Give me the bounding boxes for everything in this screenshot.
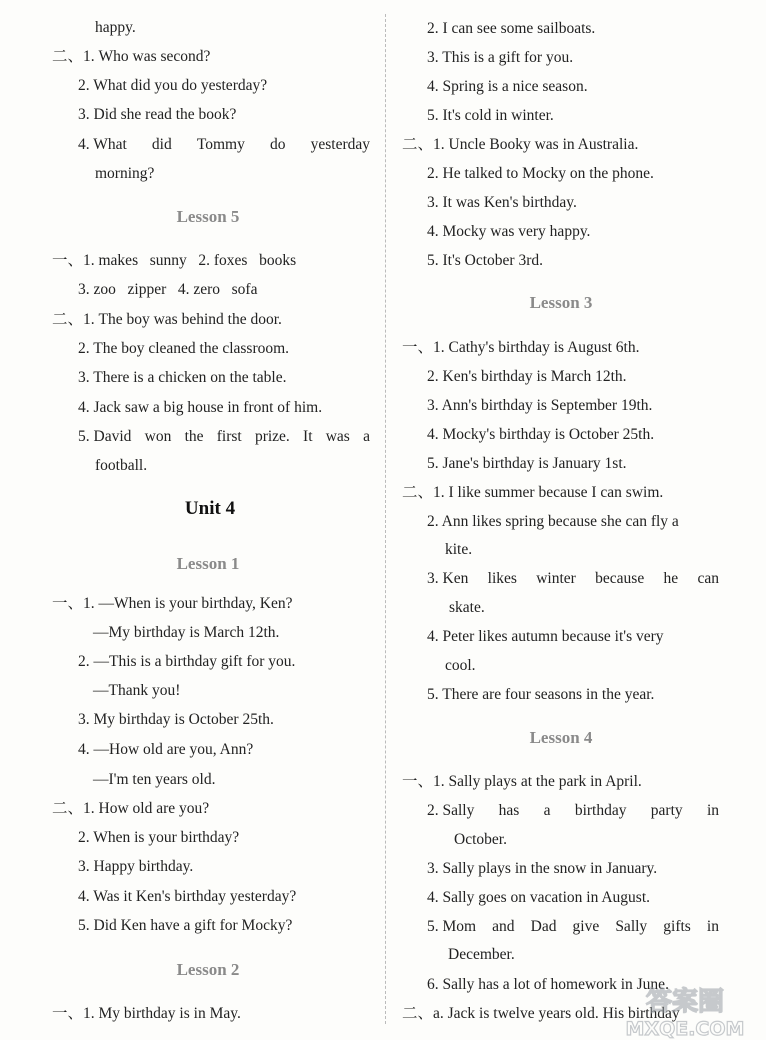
answer-line: 2. When is your birthday? [78, 829, 240, 846]
word: a [363, 428, 370, 445]
word: 4. What [78, 136, 127, 153]
answer-line: 二、1. How old are you? [52, 800, 210, 817]
answer-line: 4. —How old are you, Ann? [78, 741, 254, 758]
word: prize. [254, 428, 290, 445]
answer-line-justified [427, 569, 719, 589]
answer-line: 二、1. I like summer because I can swim. [402, 484, 664, 501]
unit-heading: Unit 4 [184, 498, 236, 519]
word: and [492, 918, 515, 935]
answer-line: 6. Sally has a lot of homework in June. [427, 976, 669, 993]
answer-line: 二、1. Who was second? [52, 48, 211, 65]
answer-line: December. [448, 946, 515, 963]
answer-line: 一、1. —When is your birthday, Ken? [52, 595, 293, 612]
answer-line-justified [427, 917, 719, 937]
word: can [697, 570, 719, 587]
answer-line: 4. Mocky was very happy. [427, 223, 591, 240]
answer-line: kite. [445, 541, 473, 558]
word: It [303, 428, 313, 445]
answer-line: 3. It was Ken's birthday. [427, 194, 577, 211]
watermark-text: 答案圈 [645, 987, 725, 1017]
word: Sally [615, 918, 648, 935]
answer-line: 2. Ann likes spring because she can fly a [427, 513, 679, 530]
answer-line: 2. I can see some sailboats. [427, 20, 596, 37]
answer-line: 4. Spring is a nice season. [427, 78, 588, 95]
word: in [706, 918, 719, 935]
word: 5. David [78, 428, 132, 445]
word: 5. Mom [427, 918, 477, 935]
answer-line: 2. What did you do yesterday? [78, 77, 268, 94]
answer-line: 4. Peter likes autumn because it's very [427, 628, 664, 645]
answer-line-justified [78, 135, 370, 155]
answer-line: 3. Ann's birthday is September 19th. [427, 397, 653, 414]
answer-line: skate. [449, 599, 485, 616]
answer-line: 一、1. Cathy's birthday is August 6th. [402, 339, 640, 356]
answer-line: 4. Sally goes on vacation in August. [427, 889, 651, 906]
word: did [151, 136, 172, 153]
answer-line: 3. Did she read the book? [78, 106, 237, 123]
watermark-subtext: MXQE.COM [625, 1018, 745, 1040]
answer-line: 3. My birthday is October 25th. [78, 711, 274, 728]
word: Tommy [196, 136, 245, 153]
word: won [144, 428, 172, 445]
word: party [650, 802, 683, 819]
answer-line: 4. Was it Ken's birthday yesterday? [78, 888, 297, 905]
word: gifts [663, 918, 691, 935]
answer-line: cool. [445, 657, 476, 674]
lesson-heading: Lesson 2 [176, 960, 240, 979]
word: because [595, 570, 645, 587]
word: 3. Ken [427, 570, 469, 587]
answer-line: —Thank you! [93, 682, 181, 699]
word: winter [536, 570, 576, 587]
word: has [498, 802, 520, 819]
word: was [325, 428, 350, 445]
answer-line: 4. Jack saw a big house in front of him. [78, 399, 323, 416]
answer-line: 一、1. makes sunny 2. foxes books [52, 252, 297, 269]
answer-line-justified [427, 801, 719, 821]
word: 2. Sally [427, 802, 475, 819]
answer-line: —I'm ten years old. [93, 771, 216, 788]
answer-line: 2. The boy cleaned the classroom. [78, 340, 290, 357]
answer-line: 3. Happy birthday. [78, 858, 194, 875]
answer-line: 5. Jane's birthday is January 1st. [427, 455, 627, 472]
answer-line: 2. —This is a birthday gift for you. [78, 653, 296, 670]
answer-line: 3. There is a chicken on the table. [78, 369, 287, 386]
answer-line: 2. Ken's birthday is March 12th. [427, 368, 627, 385]
answer-line: —My birthday is March 12th. [93, 624, 280, 641]
answer-line: 2. He talked to Mocky on the phone. [427, 165, 654, 182]
word: he [663, 570, 679, 587]
word: a [543, 802, 551, 819]
answer-line: 5. There are four seasons in the year. [427, 686, 655, 703]
answer-line: happy. [95, 19, 136, 36]
answer-line: October. [454, 831, 507, 848]
answer-line-justified [78, 427, 370, 447]
answer-line: 3. zoo zipper 4. zero sofa [78, 281, 258, 298]
answer-line: 3. Sally plays in the snow in January. [427, 860, 658, 877]
answer-line: 二、1. The boy was behind the door. [52, 311, 282, 328]
answer-line: 4. Mocky's birthday is October 25th. [427, 426, 655, 443]
answer-line: 3. This is a gift for you. [427, 49, 574, 66]
answer-line: 二、1. Uncle Booky was in Australia. [402, 136, 639, 153]
lesson-heading: Lesson 3 [529, 293, 593, 312]
word: first [216, 428, 242, 445]
word: do [269, 136, 286, 153]
answer-line: 5. It's cold in winter. [427, 107, 554, 124]
lesson-heading: Lesson 4 [529, 728, 593, 747]
word: yesterday [310, 136, 370, 153]
word: likes [487, 570, 517, 587]
answer-line: 一、1. Sally plays at the park in April. [402, 773, 642, 790]
word: in [706, 802, 719, 819]
lesson-heading: Lesson 1 [176, 554, 240, 573]
answer-line: 一、1. My birthday is in May. [52, 1005, 241, 1022]
answer-line: football. [95, 457, 148, 474]
watermark-logo [610, 980, 760, 1040]
word: Dad [530, 918, 557, 935]
answer-line: 5. Did Ken have a gift for Mocky? [78, 917, 293, 934]
word: give [572, 918, 600, 935]
word: birthday [574, 802, 627, 819]
word: the [184, 428, 204, 445]
answer-line: 5. It's October 3rd. [427, 252, 544, 269]
answer-line: morning? [95, 165, 155, 182]
answer-line: 二、a. Jack is twelve years old. His birthday [402, 1005, 680, 1022]
lesson-heading: Lesson 5 [176, 207, 240, 226]
